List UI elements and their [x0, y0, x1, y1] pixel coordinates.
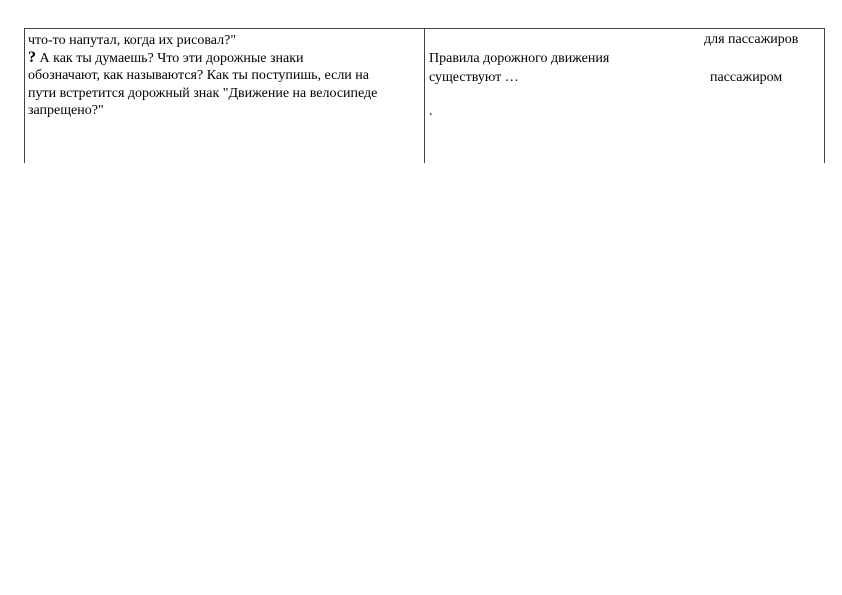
left-text-line-5: запрещено?": [28, 102, 104, 118]
left-text-line-1: что-то напутал, когда их рисовал?": [28, 33, 237, 48]
left-text-line-4: пути встретится дорожный знак "Движение на велосипеде: [28, 85, 378, 101]
table-border-middle: [424, 29, 425, 163]
label-passenger: пассажиром: [710, 70, 783, 85]
table-cell-right: [429, 29, 821, 163]
label-for-passengers: для пассажиров: [704, 32, 799, 47]
table-border-right: [824, 29, 825, 163]
trailing-dot: .: [429, 104, 433, 119]
lesson-table: [24, 28, 825, 163]
question-mark: ?: [28, 49, 36, 67]
left-text-line-2: [28, 49, 420, 67]
rules-text-line-2: существуют …: [429, 70, 519, 85]
rules-text-line-1: Правила дорожного движения: [429, 51, 610, 66]
left-text-line-3: обозначают, как называются? Как ты поступишь, если на: [28, 68, 370, 84]
table-border-left: [24, 29, 25, 163]
left-text-line-2-rest: А как ты думаешь? Что эти дорожные знаки: [36, 51, 304, 67]
table-cell-left: [28, 32, 420, 119]
